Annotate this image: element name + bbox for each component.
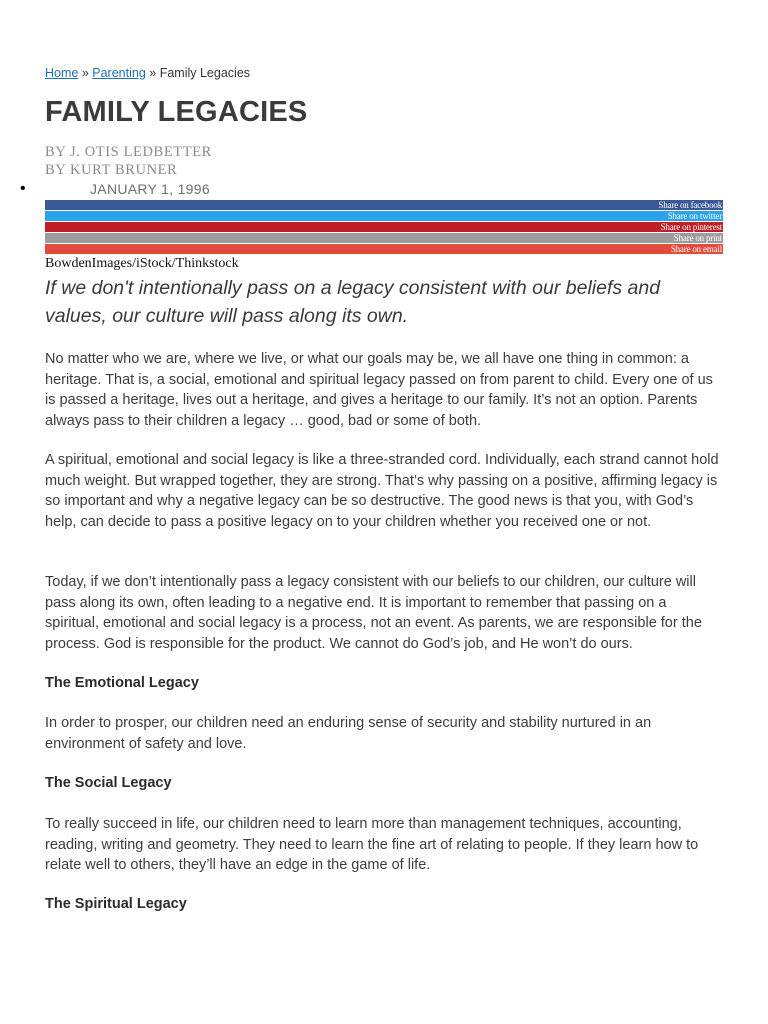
list-bullet: • [20,180,26,197]
article-paragraph: In order to prosper, our children need an enduring sense of security and stability nurtured in an environment of safety and love. [45,715,652,752]
article-paragraph: A spiritual, emotional and social legacy is like a three-stranded cord. Individually, each strand cannot hold much weight. But wrapped together, they are strong. That’s why passing on a positive, affirming legacy is so important and why a negative legacy can be so destructive. The good news is that you, with God’s help, can decide to pass a positive legacy on to your children whether you received one or not. [45,452,719,530]
breadcrumb-separator: » [149,66,157,80]
share-facebook-button[interactable]: Share on facebook [45,200,723,210]
image-credit: BowdenImages/iStock/Thinkstock [45,256,239,271]
article-lede: If we don't intentionally pass on a legacy consistent with our beliefs and values, our culture will pass along its own. [45,277,661,327]
breadcrumb [45,66,250,80]
page-title: FAMILY LEGACIES [45,96,308,128]
breadcrumb-separator: » [81,66,89,80]
share-twitter-button[interactable]: Share on twitter [45,211,723,221]
share-email-button[interactable]: Share on email [45,244,723,254]
section-heading-spiritual: The Spiritual Legacy [45,896,187,912]
breadcrumb-parenting-link[interactable]: Parenting [92,66,146,80]
article-paragraph: Today, if we don’t intentionally pass a legacy consistent with our beliefs to our children, our culture will pass along its own, often leading to a negative end. It is important to remember that passing on a spiritual, emotional and social legacy is a process, not an event. As parents, we are responsible for the process. God is responsible for the product. We cannot do God’s job, and He won’t do ours. [45,574,702,652]
breadcrumb-home-link[interactable]: Home [45,66,79,80]
article-paragraph: To really succeed in life, our children need to learn more than management techniques, accounting, reading, writing and geometry. They need to learn the fine art of relating to people. If they learn how to relate well to others, they’ll have an edge in the game of life. [45,816,699,874]
breadcrumb-current: Family Legacies [159,66,251,80]
article-paragraph: No matter who we are, where we live, or what our goals may be, we all have one thing in common: a heritage. That is, a social, emotional and spiritual legacy passed on from parent to child. Every one of us is passed a heritage, lives out a heritage, and gives a heritage to our family. It’s not an option. Parents always pass to their children a legacy … good, bad or some of both. [45,351,713,429]
publish-date: JANUARY 1, 1996 [90,181,210,197]
share-print-button[interactable]: Share on print [45,233,723,243]
share-pinterest-button[interactable]: Share on pinterest [45,222,723,232]
section-heading-emotional: The Emotional Legacy [45,675,199,691]
author-byline: BY J. OTIS LEDBETTER [45,144,212,160]
section-heading-social: The Social Legacy [45,775,172,791]
author-byline: BY KURT BRUNER [45,162,178,178]
